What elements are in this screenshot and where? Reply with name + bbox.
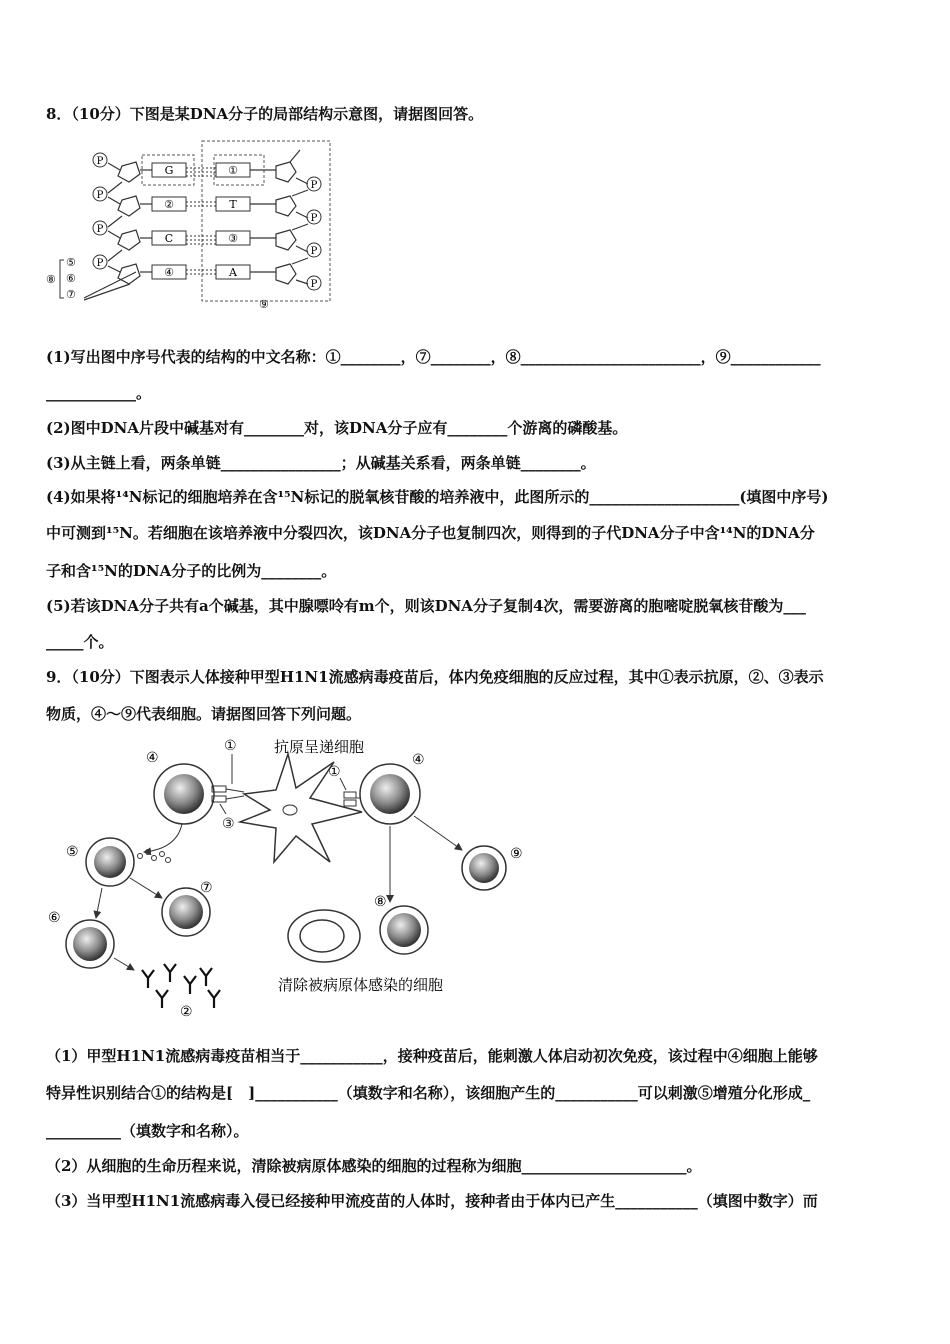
svg-text:T: T bbox=[229, 198, 237, 211]
svg-text:P: P bbox=[96, 224, 104, 235]
arrow-4-to-5 bbox=[144, 824, 182, 852]
q9-sub-1-line2: 特异性识别结合①的结构是[ ]___________（填数字和名称），该细胞产生的___________可以刺激⑤增殖分化形成_ bbox=[46, 1084, 811, 1102]
left-bases bbox=[152, 163, 186, 279]
arrow-6-to-antibodies bbox=[114, 958, 134, 970]
svg-text:P: P bbox=[96, 258, 104, 269]
svg-text:抗原呈递细胞: 抗原呈递细胞 bbox=[274, 738, 365, 756]
svg-text:①: ① bbox=[224, 738, 237, 754]
cell-four-right bbox=[360, 752, 425, 824]
svg-text:P: P bbox=[96, 156, 104, 167]
q8-sub-5-cont: _____个。 bbox=[46, 633, 114, 651]
svg-text:⑤: ⑤ bbox=[66, 256, 76, 269]
q9-sub-1-line3: __________（填数字和名称）。 bbox=[46, 1122, 249, 1140]
svg-text:⑥: ⑥ bbox=[48, 910, 61, 926]
right-backbone bbox=[250, 150, 308, 284]
q8-sub-1: (1)写出图中序号代表的结构的中文名称：①________，⑦________，⑧________________________，⑨____________ bbox=[46, 348, 821, 366]
svg-text:P: P bbox=[310, 246, 318, 257]
q9-sub-3: （3）当甲型H1N1流感病毒入侵已经接种甲流疫苗的人体时，接种者由于体内已产生___________（填图中数字）而 bbox=[46, 1192, 818, 1210]
q9-sub-1: （1）甲型H1N1流感病毒疫苗相当于___________，接种疫苗后，能刺激人体启动初次免疫，该过程中④细胞上能够 bbox=[46, 1047, 818, 1065]
svg-text:P: P bbox=[96, 190, 104, 201]
cell-seven bbox=[162, 880, 213, 936]
svg-text:②: ② bbox=[164, 198, 174, 211]
left-phosphates bbox=[93, 153, 107, 269]
svg-text:⑥: ⑥ bbox=[66, 272, 76, 285]
svg-text:⑧: ⑧ bbox=[374, 894, 387, 910]
q9-header-line2: 物质，④～⑨代表细胞。请据图回答下列问题。 bbox=[46, 705, 362, 723]
receptor-left bbox=[212, 738, 244, 832]
svg-text:P: P bbox=[310, 213, 318, 224]
svg-text:③: ③ bbox=[228, 232, 238, 245]
q9-sub-2: （2）从细胞的生命历程来说，清除被病原体感染的细胞的过程称为细胞______________________。 bbox=[46, 1157, 702, 1175]
cell-nine bbox=[462, 846, 523, 890]
infected-cell bbox=[288, 910, 360, 962]
svg-text:P: P bbox=[310, 180, 318, 191]
q9-header-line1: 9．（10分）下图表示人体接种甲型H1N1流感病毒疫苗后，体内免疫细胞的反应过程，其中①表示抗原，②、③表示 bbox=[46, 668, 824, 686]
antibodies bbox=[142, 964, 220, 1008]
arrow-5-to-6 bbox=[96, 888, 102, 918]
cell-six bbox=[48, 910, 114, 968]
svg-text:①: ① bbox=[328, 764, 341, 780]
left-labels bbox=[46, 256, 76, 301]
svg-text:③: ③ bbox=[222, 816, 235, 832]
hydrogen-bonds bbox=[186, 168, 216, 274]
svg-text:⑧: ⑧ bbox=[46, 273, 56, 286]
svg-text:④: ④ bbox=[146, 750, 159, 766]
q8-sub-1-cont: ____________。 bbox=[46, 384, 152, 402]
right-phosphates bbox=[307, 177, 321, 290]
svg-text:④: ④ bbox=[164, 266, 174, 279]
q8-header: 8．（10分）下图是某DNA分子的局部结构示意图，请据图回答。 bbox=[46, 105, 484, 123]
svg-text:⑨: ⑨ bbox=[510, 846, 523, 862]
q8-sub-3: (3)从主链上看，两条单链________________；从碱基关系看，两条单链________。 bbox=[46, 454, 596, 472]
label-two: ② bbox=[180, 1004, 193, 1020]
cell-eight bbox=[374, 894, 428, 954]
q8-sub-4-line3: 子和含¹⁵N的DNA分子的比例为________。 bbox=[46, 562, 337, 580]
label-nine: ⑨ bbox=[259, 298, 269, 310]
arrow-4-to-9 bbox=[414, 816, 462, 850]
svg-text:P: P bbox=[310, 279, 318, 290]
svg-text:C: C bbox=[164, 232, 174, 245]
svg-text:⑤: ⑤ bbox=[66, 844, 79, 860]
svg-text:⑦: ⑦ bbox=[200, 880, 213, 896]
immune-response-diagram bbox=[44, 732, 534, 1022]
clear-infected-label: 清除被病原体感染的细胞 bbox=[278, 976, 444, 994]
cell-five bbox=[66, 838, 171, 886]
cell-four-left bbox=[146, 750, 214, 824]
receptor-right bbox=[328, 764, 362, 806]
svg-text:①: ① bbox=[228, 164, 238, 177]
dna-structure-diagram bbox=[44, 138, 344, 310]
q8-sub-4: (4)如果将¹⁴N标记的细胞培养在含¹⁵N标记的脱氧核苷酸的培养液中，此图所示的____________________(填图中序号) bbox=[46, 488, 829, 506]
svg-text:A: A bbox=[229, 266, 237, 279]
svg-text:G: G bbox=[164, 164, 174, 177]
arrow-5-to-7 bbox=[130, 878, 162, 898]
svg-text:⑦: ⑦ bbox=[66, 288, 76, 301]
svg-text:④: ④ bbox=[412, 752, 425, 768]
q8-sub-2: (2)图中DNA片段中碱基对有________对，该DNA分子应有________个游离的磷酸基。 bbox=[46, 419, 628, 437]
q8-sub-4-line2: 中可测到¹⁵N。若细胞在该培养液中分裂四次，该DNA分子也复制四次，则得到的子代DNA分子中含¹⁴N的DNA分 bbox=[46, 524, 815, 542]
right-bases bbox=[216, 163, 250, 279]
q8-sub-5: (5)若该DNA分子共有a个碱基，其中腺嘌呤有m个，则该DNA分子复制4次，需要游离的胞嘧啶脱氧核苷酸为___ bbox=[46, 597, 806, 615]
